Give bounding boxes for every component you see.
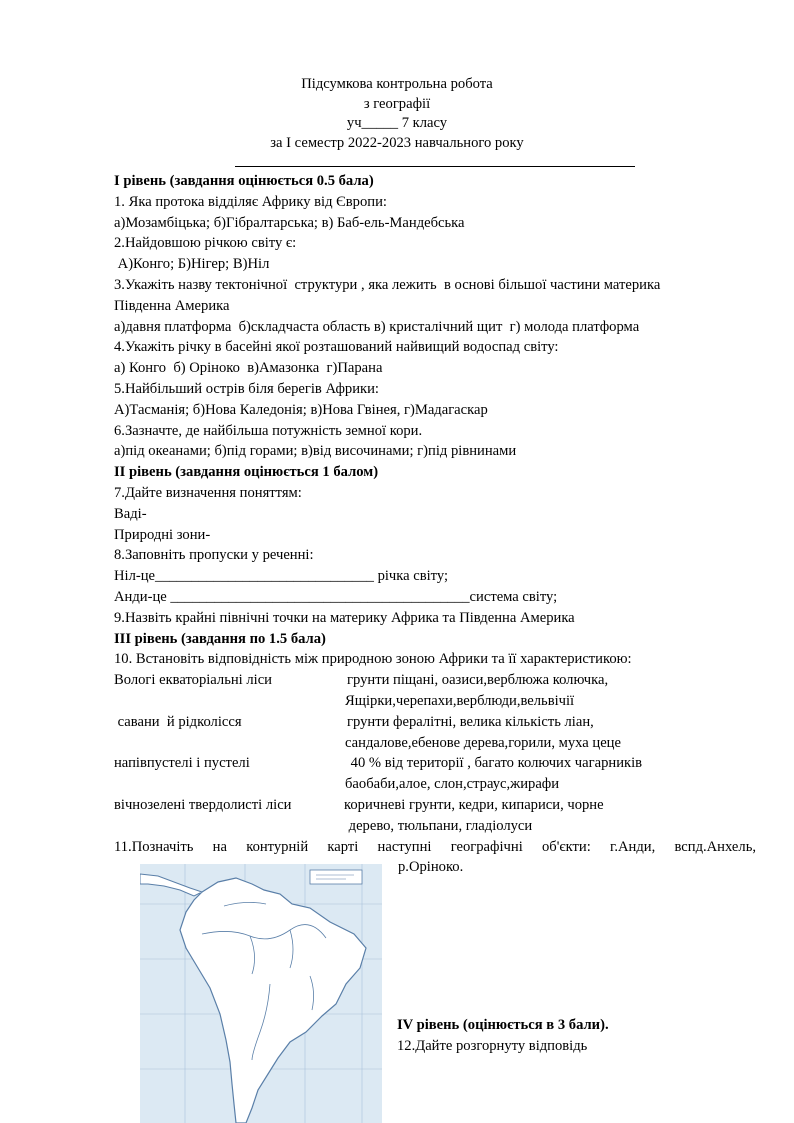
match-description: 40 % від території , багато колючих чагарників [347, 755, 643, 772]
question-4-options: а) Конго б) Оріноко в)Амазонка г)Парана [114, 360, 383, 377]
header-semester: за І семестр 2022-2023 навчального року [270, 134, 524, 151]
question-3-options: а)давня платформа б)складчаста область в) кристалічний щит г) молода платформа [114, 318, 640, 335]
question-1-options: а)Мозамбіцька; б)Гібралтарська; в) Баб-ель-Мандебська [114, 214, 465, 231]
match-zone: напівпустелі і пустелі [114, 755, 250, 772]
question-9: 9.Назвіть крайні північні точки на материку Африка та Південна Америка [114, 609, 575, 626]
question-5-options: А)Тасманія; б)Нова Каледонія; в)Нова Гвінея, г)Мадагаскар [114, 401, 488, 418]
question-8-nile-blank: Ніл-це______________________________ річка світу; [114, 568, 449, 585]
question-2-options: А)Конго; Б)Нігер; В)Ніл [114, 256, 270, 273]
south-america-map-icon [140, 864, 382, 1123]
question-3-continued: Південна Америка [114, 297, 230, 314]
match-description: грунти фералітні, велика кількість ліан, [347, 713, 594, 730]
question-8: 8.Заповніть пропуски у реченні: [114, 547, 314, 564]
question-6: 6.Зазначте, де найбільша потужність земної кори. [114, 422, 423, 439]
match-row [114, 753, 756, 774]
header-student-class: уч_____ 7 класу [346, 115, 448, 131]
level2-title: ІІ рівень (завдання оцінюється 1 балом) [114, 464, 379, 481]
match-description-cont: сандалове,ебенове дерева,горили, муха цеце [345, 734, 621, 751]
level1-title: І рівень (завдання оцінюється 0.5 бала) [114, 173, 374, 189]
match-row [114, 670, 756, 691]
match-zone: вічнозелені твердолисті ліси [114, 796, 292, 813]
question-6-options: а)під океанами; б)під горами; в)від височинами; г)під рівнинами [114, 443, 517, 460]
worksheet-header [0, 75, 794, 153]
south-america-contour-map[interactable] [140, 864, 382, 1123]
question-4: 4.Укажіть річку в басейні якої розташований найвищий водоспад світу: [114, 339, 559, 356]
question-10: 10. Встановіть відповідність між природною зоною Африки та її характеристикою: [114, 651, 632, 668]
match-description: коричневі грунти, кедри, кипариси, чорне [344, 796, 604, 813]
question-8-andes-blank: Анди-це _________________________________________система світу; [114, 588, 558, 605]
question-2: 2.Найдовшою річкою світу є: [114, 235, 297, 252]
match-description-cont: Ящірки,черепахи,верблюди,вельвічії [345, 692, 575, 709]
header-title: Підсумкова контрольна робота [301, 76, 493, 92]
question-11: 11.Позначіть на контурній карті наступні географічні об'єкти: г.Анди, вспд.Анхель, [114, 838, 756, 855]
question-11-continued: р.Оріноко. [398, 859, 464, 876]
question-7: 7.Дайте визначення поняттям: [114, 484, 302, 501]
match-description-cont: баобаби,алое, слон,страус,жирафи [345, 776, 560, 793]
level3-title: ІІІ рівень (завдання по 1.5 бала) [114, 630, 326, 647]
question-7-term-natural-zones: Природні зони- [114, 526, 211, 543]
match-description: грунти піщані, оазиси,верблюжа колючка, [347, 672, 609, 689]
question-5: 5.Найбільший острів біля берегів Африки: [114, 380, 379, 397]
header-divider [235, 166, 635, 167]
question-12: 12.Дайте розгорнуту відповідь [397, 1037, 588, 1054]
level4-block [397, 1015, 757, 1057]
match-zone: савани й рідколісся [114, 713, 242, 730]
question-7-term-wadi: Ваді- [114, 505, 147, 522]
header-subject: з географії [363, 95, 431, 112]
match-row [114, 712, 756, 733]
level4-title: IV рівень (оцінюється в 3 бали). [397, 1017, 609, 1033]
match-zone: Вологі екваторіальні ліси [114, 672, 272, 689]
question-3: 3.Укажіть назву тектонічної структури , яка лежить в основі більшої частини материка [114, 276, 661, 293]
question-1: 1. Яка протока відділяє Африку від Європи: [114, 193, 387, 210]
match-description-cont: дерево, тюльпани, гладіолуси [345, 817, 533, 834]
worksheet-body [114, 171, 756, 878]
match-row [114, 795, 756, 816]
